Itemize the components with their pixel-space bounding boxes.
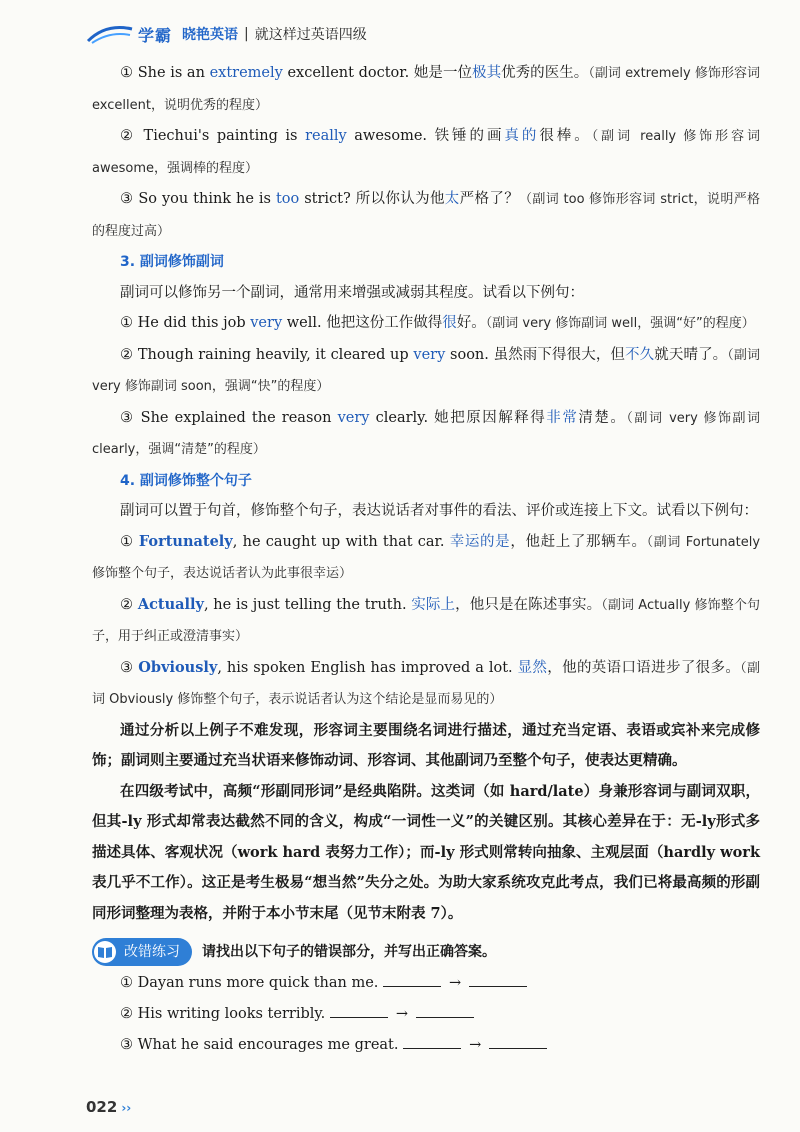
header-separator: | (244, 26, 249, 42)
logo-swoosh-icon (86, 21, 134, 47)
section-heading: 3. 副词修饰副词 (120, 254, 224, 270)
practice-tag-label: 改错练习 (124, 944, 180, 960)
series-title: 就这样过英语四级 (254, 27, 367, 43)
summary-paragraph: 通过分析以上例子不难发现，形容词主要围绕名词进行描述，通过充当定语、表语或宾补来完成修饰；副词则主要通过充当状语来修饰动词、形容词、其他副词乃至整个句子，使表达更精确。 (92, 721, 760, 769)
section-heading: 4. 副词修饰整个句子 (120, 472, 252, 489)
section-intro: 副词可以修饰另一个副词，通常用来增强或减弱其程度。试看以下例句： (120, 284, 584, 301)
example-paragraph: ③ So you think he is too strict? 所以你认为他太严格了？（副词 too 修饰形容词 strict，说明严格的程度过高） (92, 191, 761, 239)
highlight-word: extremely (209, 65, 283, 81)
section-intro: 副词可以置于句首，修饰整个句子，表达说话者对事件的看法、评价或连接上下文。试看以下例句： (120, 503, 758, 519)
arrow-icon: → (469, 1036, 482, 1053)
page-footer (86, 1098, 131, 1116)
arrow-icon: → (395, 1005, 409, 1022)
page-header (86, 18, 367, 50)
example-note: （副词 extremely 修饰形容词 excellent，说明优秀的程度） (92, 66, 761, 113)
logo (86, 21, 172, 47)
logo-text: 学霸 (138, 25, 173, 45)
answer-blank-wrong[interactable] (330, 1003, 388, 1018)
answer-blank-correct[interactable] (416, 1003, 474, 1018)
practice-header (92, 937, 760, 968)
example-paragraph: ① Fortunately, he caught up with that car. 幸运的是，他赶上了那辆车。（副词 Fortunately 修饰整个句子，表达说话者认为此事很幸运） (92, 532, 761, 581)
example-paragraph: ② Though raining heavily, it cleared up very soon. 虽然雨下得很大，但不久就天晴了。（副词 very 修饰副词 soon，强调“快”的程度） (92, 346, 761, 394)
chevron-right-icon: ›› (121, 1101, 132, 1115)
practice-instruction: 请找出以下句子的错误部分，并写出正确答案。 (202, 944, 496, 960)
example-paragraph: ② Tiechui's painting is really awesome. 铁锤的画真的很棒。（副词 really 修饰形容词 awesome，强调棒的程度） (92, 128, 761, 176)
example-paragraph: ① She is an extremely excellent doctor. 她是一位极其优秀的医生。（副词 extremely 修饰形容词 excellent，说明优秀的程度） (92, 65, 761, 113)
arrow-icon: → (449, 974, 462, 991)
answer-blank-wrong[interactable] (403, 1034, 461, 1049)
example-paragraph: ③ She explained the reason very clearly. 她把原因解释得非常清楚。（副词 very 修饰副词 clearly，强调“清楚”的程度） (92, 409, 761, 457)
exercise-item: ② His writing looks terribly. → (92, 999, 760, 1030)
brand-name: 晓艳英语 (182, 27, 239, 43)
example-paragraph: ① He did this job very well. 他把这份工作做得很好。（副词 very 修饰副词 well，强调“好”的程度） (120, 315, 755, 331)
practice-tag (92, 938, 192, 966)
page-content (92, 58, 760, 1061)
page-number: 022 (86, 1098, 118, 1116)
answer-blank-correct[interactable] (469, 972, 527, 987)
exercise-item: ① Dayan runs more quick than me. → (92, 968, 760, 999)
answer-blank-wrong[interactable] (383, 972, 441, 987)
example-paragraph: ② Actually, he is just telling the truth. 实际上，他只是在陈述事实。（副词 Actually 修饰整个句子，用于纠正或澄清事实） (92, 595, 760, 644)
answer-blank-correct[interactable] (489, 1034, 547, 1049)
summary-paragraph: 在四级考试中，高频“形副同形词”是经典陷阱。这类词（如 hard/late）身兼形容词与副词双职，但其-ly 形式却常表达截然不同的含义，构成“一词性一义”的关键区别。其核心差异在于：无-ly形式多描述具体、客观状况（work hard 表努力工作）；而-ly 形式则常转向抽象、主观层面（hardly work 表几乎不工作）。这正是考生极易“想当然”失分之处。为助大家系统攻克此考点，我们已将最高频的形副同形词整理为表格，并附于本小节末尾（见节末附表 7）。 (92, 782, 760, 922)
example-paragraph: ③ Obviously, his spoken English has improved a lot. 显然，他的英语口语进步了很多。（副词 Obviously 修饰整个句子，表示说话者认为这个结论是显而易见的） (92, 658, 761, 707)
book-icon (94, 941, 116, 963)
exercise-item: ③ What he said encourages me great. → (92, 1030, 760, 1061)
